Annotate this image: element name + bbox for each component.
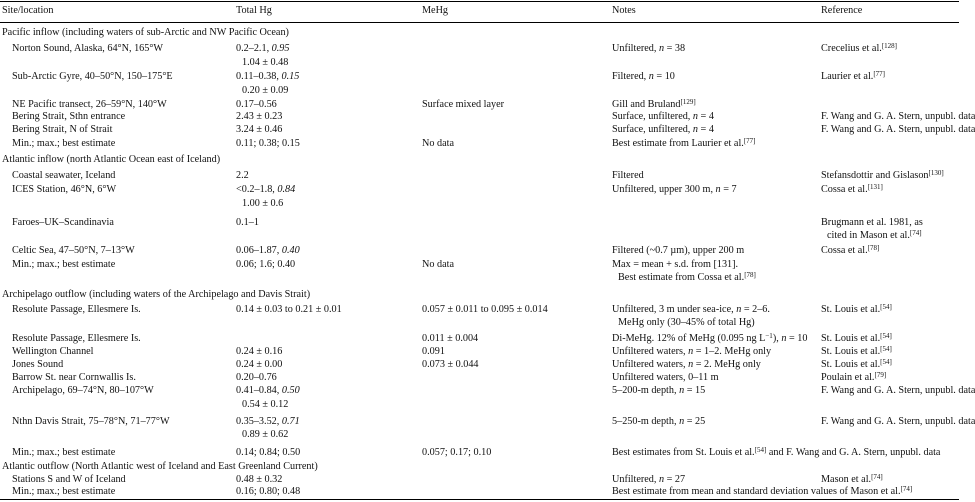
note-sup: [54] (754, 446, 767, 454)
total-hg-cell: 2.43 ± 0.23 (236, 111, 283, 122)
total-hg-cell: 0.48 ± 0.32 (236, 474, 283, 485)
note-count: = 2. MeHg only (693, 359, 761, 370)
note-text: Best estimate from Laurier et al. (612, 138, 744, 149)
note-text: Best estimate from mean and standard deviation values of Mason et al. (612, 486, 901, 497)
note-n: n (658, 474, 665, 485)
note-n: n (688, 359, 694, 370)
ref-text: St. Louis et al. (821, 333, 881, 344)
reference-cell: F. Wang and G. A. Stern, unpubl. data (821, 416, 975, 427)
table-row-continuation (0, 196, 959, 212)
site-cell: Min.; max.; best estimate (12, 486, 116, 497)
notes-cell: Max = mean + s.d. from [131]. (612, 259, 739, 270)
reference-cell: Brugmann et al. 1981, as (821, 217, 923, 228)
site-cell: Bering Strait, N of Strait (12, 124, 113, 135)
table-row-continuation (0, 397, 959, 413)
note-count: = 4 (698, 111, 714, 122)
note-n: n (692, 124, 698, 135)
ref-text: St. Louis et al. (821, 346, 881, 357)
total-hg-mean: 0.89 ± 0.62 (242, 429, 289, 440)
reference-cell: F. Wang and G. A. Stern, unpubl. data (821, 385, 975, 396)
mehg-cell: 0.011 ± 0.004 (422, 333, 479, 344)
ref-sup: [74] (909, 229, 922, 237)
note-count: = 7 (720, 184, 737, 195)
note-count: = 38 (664, 43, 686, 54)
section-atlantic-outflow-title: Atlantic outflow (North Atlantic west of Iceland and East Greenland Current) (2, 461, 318, 472)
table-row-continuation (0, 427, 959, 443)
mehg-cell: 0.057 ± 0.011 to 0.095 ± 0.014 (422, 304, 548, 315)
value-range: <0.2–1.8, (236, 184, 278, 195)
ref-sup: [54] (880, 332, 892, 340)
ref-sup: [131] (867, 183, 883, 191)
note-n: n (692, 111, 698, 122)
note-text: Best estimates from St. Louis et al. (612, 447, 755, 458)
table-row-continuation (0, 270, 959, 286)
section-heading (0, 25, 959, 41)
value-range: 0.06–1.87, (236, 245, 282, 256)
section-pacific-title: Pacific inflow (including waters of sub-Arctic and NW Pacific Ocean) (2, 27, 289, 38)
note-count: = 25 (684, 416, 706, 427)
note-text: Unfiltered waters, (612, 359, 689, 370)
note-n: n (658, 43, 665, 54)
note-count: = 15 (684, 385, 706, 396)
notes-cell-continued (612, 270, 756, 286)
value-median: 0.50 (281, 385, 300, 396)
table-row-continuation (0, 315, 959, 331)
total-hg-mean: 1.00 ± 0.6 (242, 198, 284, 209)
header-site: Site/location (2, 5, 54, 16)
ref-sup: [79] (874, 371, 887, 379)
header-mehg: MeHg (422, 5, 449, 16)
value-median: 0.84 (277, 184, 296, 195)
notes-cell (612, 136, 756, 152)
total-hg-mean: 1.04 ± 0.48 (242, 57, 289, 68)
value-median: 0.15 (281, 71, 300, 82)
ref-sup: [54] (880, 303, 892, 311)
site-cell: Resolute Passage, Ellesmere Is. (12, 304, 141, 315)
site-cell: Barrow St. near Cornwallis Is. (12, 372, 136, 383)
notes-cell-continued: MeHg only (30–45% of total Hg) (618, 317, 755, 328)
ref-text: Poulain et al. (821, 372, 875, 383)
total-hg-cell: 0.20–0.76 (236, 372, 277, 383)
section-archipelago-title: Archipelago outflow (including waters of the Archipelago and Davis Strait) (2, 289, 311, 300)
site-cell: Min.; max.; best estimate (12, 447, 116, 458)
site-cell: Jones Sound (12, 359, 64, 370)
note-text-2: and F. Wang and G. A. Stern, unpubl. data (766, 447, 941, 458)
header-total-hg: Total Hg (236, 5, 272, 16)
total-hg-cell: 3.24 ± 0.46 (236, 124, 283, 135)
note-text: 5–200-m depth, (612, 385, 680, 396)
note-text: Unfiltered, upper 300 m, (612, 184, 716, 195)
note-text: Gill and Bruland (612, 99, 681, 110)
note-sup: −1 (765, 332, 773, 340)
note-text: Unfiltered, (612, 474, 659, 485)
header-notes: Notes (612, 5, 636, 16)
mehg-cell: No data (422, 138, 454, 149)
total-hg-cell: 0.24 ± 0.00 (236, 359, 283, 370)
ref-text: Stefansdottir and Gislason (821, 170, 929, 181)
total-hg-cell: 0.14 ± 0.03 to 0.21 ± 0.01 (236, 304, 342, 315)
note-n: n (679, 385, 685, 396)
site-cell: Wellington Channel (12, 346, 94, 357)
note-n: n (781, 333, 787, 344)
mehg-cell: Surface mixed layer (422, 99, 505, 110)
ref-text: Mason et al. (821, 474, 872, 485)
value-range: 0.11–0.38, (236, 71, 282, 82)
ref-text: Cossa et al. (821, 245, 868, 256)
total-hg-cell: 0.11; 0.38; 0.15 (236, 138, 300, 149)
total-hg-cell: 0.24 ± 0.16 (236, 346, 283, 357)
table-top-rule (0, 1, 959, 2)
site-cell: Stations S and W of Iceland (12, 474, 126, 485)
mehg-cell: 0.057; 0.17; 0.10 (422, 447, 492, 458)
header-reference: Reference (821, 5, 863, 16)
total-hg-cell: 0.06; 1.6; 0.40 (236, 259, 296, 270)
reference-cell: F. Wang and G. A. Stern, unpubl. data (821, 111, 975, 122)
table-row-summary (0, 136, 959, 152)
ref-sup: [130] (928, 169, 944, 177)
value-range: 0.41–0.84, (236, 385, 282, 396)
value-range: 0.2–2.1, (236, 43, 272, 54)
total-hg-cell: 0.17–0.56 (236, 99, 277, 110)
note-text: Filtered, (612, 71, 649, 82)
reference-cell: F. Wang and G. A. Stern, unpubl. data (821, 124, 975, 135)
ref-sup: [78] (867, 244, 880, 252)
section-heading (0, 152, 959, 168)
note-text: Unfiltered, 3 m under sea-ice, (612, 304, 737, 315)
note-count: = 10 (653, 71, 675, 82)
note-count: = 27 (664, 474, 686, 485)
note-text-2: ), (772, 333, 782, 344)
ref-text: cited in Mason et al. (827, 230, 910, 241)
note-count: = 1–2. MeHg only (693, 346, 772, 357)
note-sup: [78] (744, 271, 756, 279)
notes-cell: Unfiltered waters, 0–11 m (612, 372, 719, 383)
site-cell: Celtic Sea, 47–50°N, 7–13°W (12, 245, 135, 256)
note-text: Best estimate from Cossa et al. (618, 272, 745, 283)
note-n: n (679, 416, 685, 427)
table-row-summary (0, 484, 959, 500)
total-hg-cell: 0.16; 0.80; 0.48 (236, 486, 301, 497)
table-row-continuation (0, 228, 959, 244)
note-text: Di-MeHg. 12% of MeHg (0.095 ng L (612, 333, 766, 344)
ref-text: Laurier et al. (821, 71, 874, 82)
site-cell: Norton Sound, Alaska, 64°N, 165°W (12, 43, 164, 54)
site-cell: Sub-Arctic Gyre, 40–50°N, 150–175°E (12, 71, 173, 82)
reference-cell-continued (821, 228, 922, 244)
note-text: 5–250-m depth, (612, 416, 680, 427)
note-count: = 4 (698, 124, 714, 135)
site-cell: Min.; max.; best estimate (12, 138, 116, 149)
total-hg-cell: 2.2 (236, 170, 249, 181)
table-header-rule (0, 22, 959, 23)
note-n: n (688, 346, 694, 357)
total-hg-mean: 0.20 ± 0.09 (242, 85, 289, 96)
table-bottom-rule (0, 499, 959, 500)
value-median: 0.40 (281, 245, 300, 256)
site-cell: Bering Strait, Sthn entrance (12, 111, 126, 122)
ref-sup: [54] (880, 358, 892, 366)
value-median: 0.95 (271, 43, 290, 54)
site-cell: NE Pacific transect, 26–59°N, 140°W (12, 99, 167, 110)
ref-text: Crecelius et al. (821, 43, 882, 54)
mehg-cell: 0.091 (422, 346, 445, 357)
note-n: n (715, 184, 721, 195)
note-sup: [77] (743, 137, 756, 145)
mehg-cell: 0.073 ± 0.044 (422, 359, 479, 370)
section-heading (0, 287, 959, 303)
ref-sup: [54] (880, 345, 892, 353)
notes-cell: Filtered (~0.7 µm), upper 200 m (612, 245, 745, 256)
note-count: = 2–6. (741, 304, 770, 315)
ref-text: St. Louis et al. (821, 359, 881, 370)
total-hg-mean: 0.54 ± 0.12 (242, 399, 289, 410)
notes-cell (612, 484, 912, 500)
note-sup: [129] (680, 98, 696, 106)
ref-text: St. Louis et al. (821, 304, 881, 315)
value-median: 0.71 (281, 416, 300, 427)
notes-cell: Filtered (612, 170, 644, 181)
note-text: Surface, unfiltered, (612, 124, 693, 135)
ref-sup: [77] (873, 70, 885, 78)
value-range: 0.35–3.52, (236, 416, 282, 427)
ref-sup: [128] (881, 42, 897, 50)
note-n: n (648, 71, 654, 82)
site-cell: ICES Station, 46°N, 6°W (12, 184, 117, 195)
section-atlantic-title: Atlantic inflow (north Atlantic Ocean east of Iceland) (2, 154, 221, 165)
table-header-row (0, 3, 959, 19)
total-hg-cell: 0.14; 0.84; 0.50 (236, 447, 301, 458)
site-cell: Coastal seawater, Iceland (12, 170, 116, 181)
site-cell: Nthn Davis Strait, 75–78°N, 71–77°W (12, 416, 170, 427)
note-text: Surface, unfiltered, (612, 111, 693, 122)
ref-text: Cossa et al. (821, 184, 868, 195)
note-sup: [74] (900, 485, 913, 493)
site-cell: Min.; max.; best estimate (12, 259, 116, 270)
total-hg-cell: 0.1–1 (236, 217, 259, 228)
site-cell: Resolute Passage, Ellesmere Is. (12, 333, 141, 344)
note-count: = 10 (786, 333, 808, 344)
note-n: n (736, 304, 742, 315)
note-text: Unfiltered waters, (612, 346, 689, 357)
note-text: Unfiltered, (612, 43, 659, 54)
site-cell: Faroes–UK–Scandinavia (12, 217, 114, 228)
mehg-cell: No data (422, 259, 454, 270)
ref-sup: [74] (871, 473, 883, 481)
site-cell: Archipelago, 69–74°N, 80–107°W (12, 385, 154, 396)
